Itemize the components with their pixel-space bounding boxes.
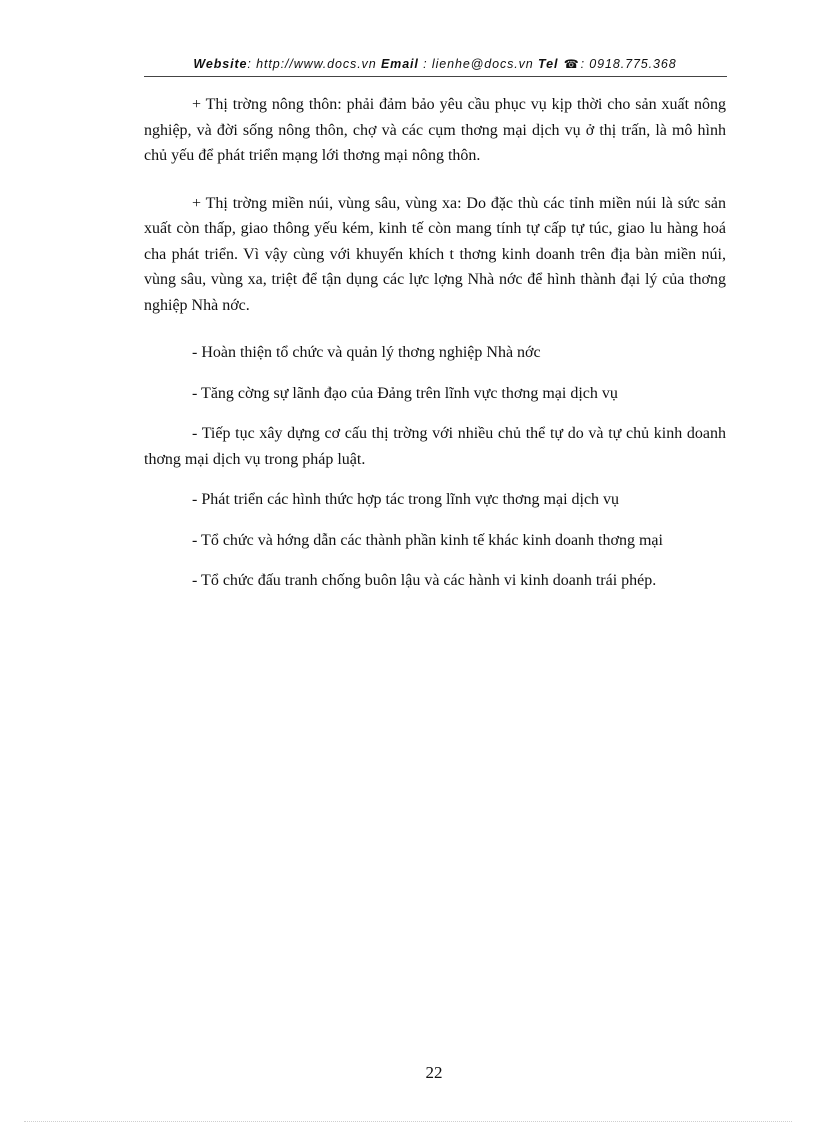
tel-number: : 0918.775.368 xyxy=(580,57,677,71)
tel-label: Tel xyxy=(538,57,563,71)
document-body xyxy=(144,92,726,609)
page-header xyxy=(144,57,726,71)
paragraph-list-item: - Tổ chức đấu tranh chống buôn lậu và các hành vi kinh doanh trái phép. xyxy=(192,572,657,589)
footer-divider xyxy=(24,1121,792,1122)
paragraph-mountain-market: + Thị trờng miền núi, vùng sâu, vùng xa: Do đặc thù các tỉnh miền núi là sức sản xuất còn thấp, giao thông yếu kém, kinh tế còn mang tính tự cấp tự túc, giao lu hàng hoá cha phát triển. Vì vậy cùng với khuyến khích t thơng kinh doanh trên địa bàn miền núi, vùng sâu, vùng xa, triệt để tận dụng các lực lợng Nhà nớc để hình thành đại lý của thơng nghiệp Nhà nớc. xyxy=(144,194,726,314)
phone-icon: ☎ xyxy=(563,57,580,71)
paragraph-list-item: - Tăng cờng sự lãnh đạo của Đảng trên lĩnh vực thơng mại dịch vụ xyxy=(192,384,618,402)
paragraph-rural-market: + Thị trờng nông thôn: phải đảm bảo yêu cầu phục vụ kịp thời cho sản xuất nông nghiệp, và đời sống nông thôn, chợ và các cụm thơng mại dịch vụ ở thị trấn, là mô hình chủ yếu để phát triển mạng lới thơng mại nông thôn. xyxy=(144,96,726,164)
website-url[interactable]: : http://www.docs.vn xyxy=(247,57,381,71)
page-number: 22 xyxy=(425,1063,443,1082)
paragraph-list-item: - Hoàn thiện tổ chức và quản lý thơng nghiệp Nhà nớc xyxy=(192,344,541,361)
paragraph-list-item: - Phát triển các hình thức hợp tác trong lĩnh vực thơng mại dịch vụ xyxy=(192,491,620,508)
email-address[interactable]: : lienhe@docs.vn xyxy=(418,57,539,71)
website-label: Website xyxy=(193,57,248,71)
email-label: Email xyxy=(380,57,419,71)
header-divider xyxy=(144,76,727,77)
paragraph-list-item: - Tổ chức và hớng dẫn các thành phần kinh tế khác kinh doanh thơng mại xyxy=(192,531,663,549)
paragraph-list-item: - Tiếp tục xây dựng cơ cấu thị trờng với nhiều chủ thể tự do và tự chủ kinh doanh thơng mại dịch vụ trong pháp luật. xyxy=(144,425,726,468)
